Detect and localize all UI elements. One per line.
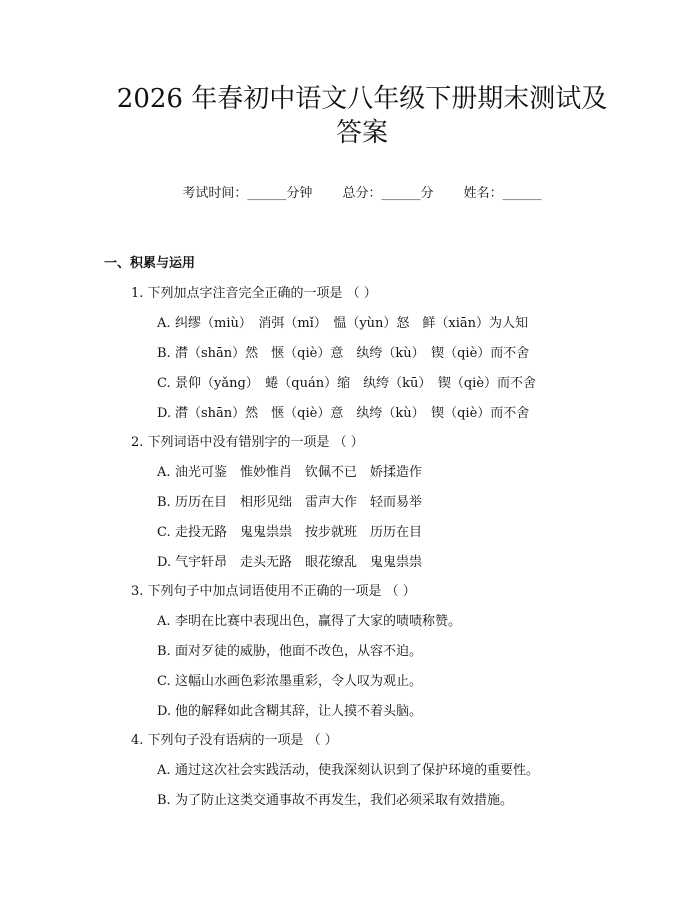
option-letter: C. — [157, 376, 171, 391]
exam-time-field: 考试时间：______分钟 — [182, 186, 313, 201]
option-list — [131, 463, 620, 573]
question-4 — [104, 731, 620, 811]
option-text: 这幅山水画色彩浓墨重彩，令人叹为观止。 — [175, 674, 423, 689]
section-heading: 一、积累与运用 — [104, 256, 196, 271]
option-letter: B. — [157, 644, 171, 659]
option-d — [157, 702, 620, 722]
option-text: 面对歹徒的威胁，他面不改色，从容不迫。 — [175, 644, 423, 659]
option-text: 气宇轩昂 走头无路 眼花缭乱 鬼鬼祟祟 — [175, 555, 423, 570]
question-stem: 4. 下列句子没有语病的一项是 （ ） — [131, 733, 338, 748]
option-letter: B. — [157, 495, 171, 510]
document-title: 2026 年春初中语文八年级下册期末测试及答案 — [116, 84, 608, 148]
option-text: 历历在目 相形见绌 雷声大作 轻而易举 — [175, 495, 423, 510]
option-letter: B. — [157, 793, 171, 808]
total-score-field: 总分：______分 — [342, 186, 434, 201]
option-letter: C. — [157, 525, 171, 540]
option-text: 纠缪（miù） 消弭（mǐ） 愠（yùn）怒 鲜（xiān）为人知 — [175, 316, 529, 331]
option-a — [157, 612, 620, 632]
option-letter: A. — [157, 465, 171, 480]
option-c — [157, 374, 620, 394]
option-text: 走投无路 鬼鬼祟祟 按步就班 历历在目 — [175, 525, 423, 540]
exam-info-line — [104, 184, 620, 204]
option-text: 为了防止这类交通事故不再发生，我们必须采取有效措施。 — [175, 793, 514, 808]
option-text: 他的解释如此含糊其辞，让人摸不着头脑。 — [175, 704, 423, 719]
option-letter: A. — [157, 763, 171, 778]
student-name-field: 姓名：______ — [463, 186, 542, 201]
option-text: 油光可鉴 惟妙惟肖 钦佩不已 娇揉造作 — [175, 465, 423, 480]
question-stem: 1. 下列加点字注音完全正确的一项是 （ ） — [131, 286, 377, 301]
option-letter: D. — [157, 555, 172, 570]
option-d — [157, 404, 620, 424]
question-3 — [104, 582, 620, 722]
section-accumulation-and-application — [104, 254, 620, 811]
option-list — [131, 761, 620, 811]
option-text: 通过这次社会实践活动，使我深刻认识到了保护环境的重要性。 — [175, 763, 540, 778]
option-b — [157, 344, 620, 364]
option-list — [131, 612, 620, 722]
question-stem: 2. 下列词语中没有错别字的一项是 （ ） — [131, 435, 364, 450]
option-a — [157, 761, 620, 781]
option-letter: C. — [157, 674, 171, 689]
option-a — [157, 314, 620, 334]
option-c — [157, 672, 620, 692]
question-1 — [104, 284, 620, 424]
option-list — [131, 314, 620, 424]
option-letter: B. — [157, 346, 171, 361]
option-b — [157, 493, 620, 513]
option-b — [157, 791, 620, 811]
option-b — [157, 642, 620, 662]
question-2 — [104, 433, 620, 573]
option-letter: A. — [157, 614, 171, 629]
option-text: 李明在比赛中表现出色，赢得了大家的啧啧称赞。 — [175, 614, 462, 629]
option-text: 潸（shān）然 惬（qiè）意 纨绔（kù） 锲（qiè）而不舍 — [175, 406, 530, 421]
option-a — [157, 463, 620, 483]
question-stem: 3. 下列句子中加点词语使用不正确的一项是 （ ） — [131, 584, 416, 599]
option-text: 潸（shān）然 惬（qiè）意 纨绔（kù） 锲（qiè）而不舍 — [175, 346, 530, 361]
option-letter: A. — [157, 316, 171, 331]
option-letter: D. — [157, 406, 172, 421]
option-letter: D. — [157, 704, 172, 719]
option-text: 景仰（yǎng） 蜷（quán）缩 纨绔（kū） 锲（qiè）而不舍 — [175, 376, 537, 391]
option-c — [157, 523, 620, 543]
option-d — [157, 553, 620, 573]
